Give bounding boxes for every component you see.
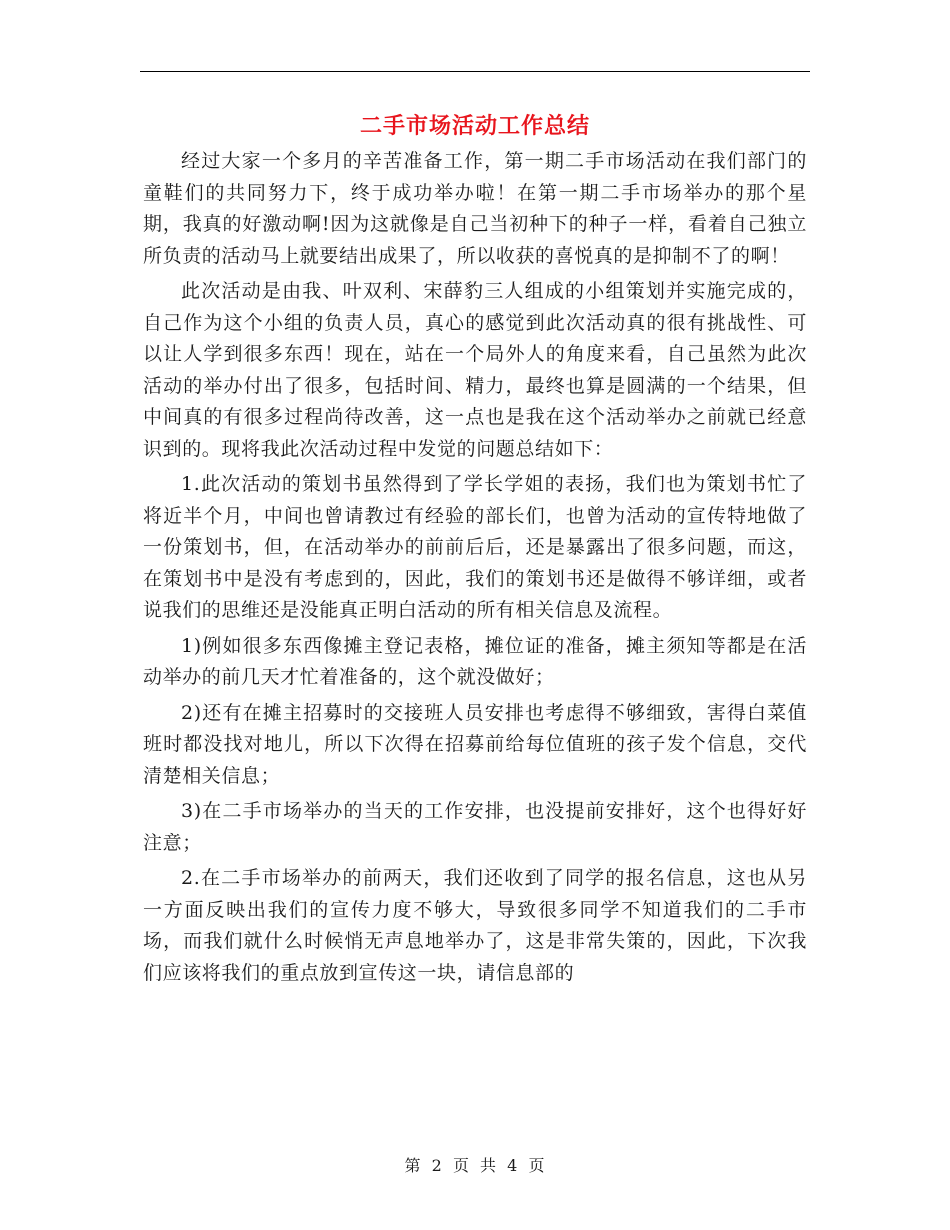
document-body xyxy=(143,146,807,989)
paragraph-subpoint-2: 2)还有在摊主招募时的交接班人员安排也考虑得不够细致，害得白菜值班时都没找对地儿，所以下次得在招募前给每位值班的孩子发个信息，交代清楚相关信息； xyxy=(143,701,807,787)
page-footer xyxy=(140,1153,810,1176)
header-rule xyxy=(140,71,810,72)
footer-total-pages: 4 xyxy=(507,1156,519,1175)
document-title: 二手市场活动工作总结 xyxy=(359,113,590,139)
paragraph-point-1: 1.此次活动的策划书虽然得到了学长学姐的表扬，我们也为策划书忙了将近半个月，中间也曾请教过有经验的部长们，也曾为活动的宣传特地做了一份策划书，但，在活动举办的前前后后，还是暴露出了很多问题，而这，在策划书中是没有考虑到的，因此，我们的策划书还是做得不够详细，或者说我们的思维还是没能真正明白活动的所有相关信息及流程。 xyxy=(143,473,807,621)
footer-current-page: 2 xyxy=(431,1156,443,1175)
paragraph-team: 此次活动是由我、叶双利、宋薛豹三人组成的小组策划并实施完成的，自己作为这个小组的负责人员，真心的感觉到此次活动真的很有挑战性、可以让人学到很多东西！现在，站在一个局外人的角度来看，自己虽然为此次活动的举办付出了很多，包括时间、精力，最终也算是圆满的一个结果，但中间真的有很多过程尚待改善，这一点也是我在这个活动举办之前就已经意识到的。现将我此次活动过程中发觉的问题总结如下： xyxy=(143,280,807,460)
footer-suffix: 页 xyxy=(528,1156,546,1175)
paragraph-subpoint-3: 3)在二手市场举办的当天的工作安排，也没提前安排好，这个也得好好注意； xyxy=(143,800,807,854)
paragraph-intro: 经过大家一个多月的辛苦准备工作，第一期二手市场活动在我们部门的童鞋们的共同努力下，终于成功举办啦！在第一期二手市场举办的那个星期，我真的好激动啊!因为这就像是自己当初种下的种子一样，看着自己独立所负责的活动马上就要结出成果了，所以收获的喜悦真的是抑制不了的啊！ xyxy=(143,150,807,267)
footer-prefix: 第 xyxy=(404,1156,422,1175)
paragraph-subpoint-1: 1)例如很多东西像摊主登记表格，摊位证的准备，摊主须知等都是在活动举办的前几天才忙着准备的，这个就没做好； xyxy=(143,634,807,688)
paragraph-point-2: 2.在二手市场举办的前两天，我们还收到了同学的报名信息，这也从另一方面反映出我们的宣传力度不够大，导致很多同学不知道我们的二手市场，而我们就什么时候悄无声息地举办了，这是非常失策的，因此，下次我们应该将我们的重点放到宣传这一块，请信息部的 xyxy=(143,867,807,984)
footer-page-word: 页 xyxy=(452,1156,470,1175)
footer-total-prefix: 共 xyxy=(480,1156,498,1175)
